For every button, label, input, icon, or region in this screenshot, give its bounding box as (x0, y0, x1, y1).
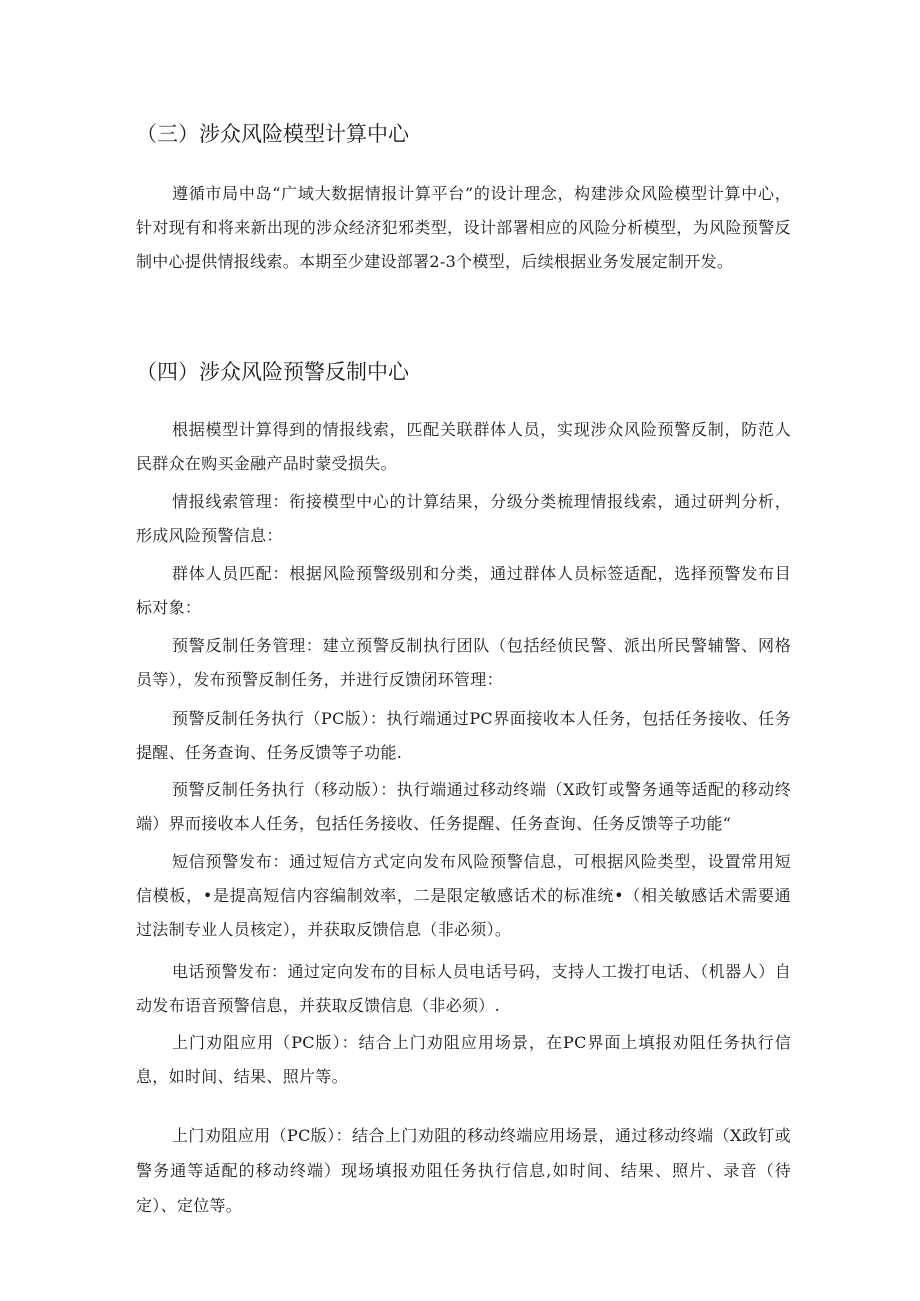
paragraph-task-execution-pc: 预警反制任务执行（PC版）：执行端通过PC界面接收本人任务，包括任务接收、任务提醒、任务查询、任务反馈等子功能. (136, 709, 791, 762)
paragraph-door-visit-pc: 上门劝阻应用（PC版）：结合上门劝阻应用场景，在PC界面上填报劝阻任务执行信息，如时间、结果、照片等。 (136, 1033, 791, 1086)
paragraph-task-execution-mobile: 预警反制任务执行（移动版）：执行端通过移动终端（X政钉或警务通等适配的移动终端）界而接收本人任务，包括任务接收、任务提醒、任务查询、任务反馈等子功能“ (136, 780, 791, 833)
paragraph-phone-warning: 电话预警发布：通过定向发布的目标人员电话号码，支持人工拨打电话、（机器人）自动发布语音预警信息，并获取反馈信息（非必须）. (136, 962, 791, 1015)
section-3-heading: （三）涉众风险模型计算中心 (136, 122, 409, 146)
paragraph-intel-clue-management: 情报线索管理：衔接模型中心的计算结果，分级分类梳理情报线索，通过研判分析，形成风险预警信息： (136, 492, 791, 545)
section-3-paragraph-1: 遵循市局中岛“广域大数据情报计算平台”的设计理念，构建涉众风险模型计算中心，针对现有和将来新出现的涉众经济犯邪类型，设计部署相应的风险分析模型，为风险预警反制中心提供情报线索。本期至少建设部署2-3个模型，后续根据业务发展定制开发。 (136, 184, 791, 271)
paragraph-task-management: 预警反制任务管理：建立预警反制执行团队（包括经侦民警、派出所民警辅警、网格员等），发布预警反制任务，并进行反馈闭环管理： (136, 636, 791, 689)
section-4-paragraph-intro: 根据模型计算得到的情报线索，匹配关联群体人员，实现涉众风险预警反制，防范人民群众在购买金融产品时蒙受损失。 (136, 420, 791, 473)
paragraph-group-matching: 群体人员匹配：根据风险预警级别和分类，通过群体人员标签适配，选择预警发布目标对象： (136, 564, 791, 617)
section-4-heading: （四）涉众风险预警反制中心 (136, 360, 409, 384)
paragraph-door-visit-mobile: 上门劝阻应用（PC版）：结合上门劝阻的移动终端应用场景，通过移动终端（X政钉或警务通等适配的移动终端）现场填报劝阻任务执行信息,如时间、结果、照片、录音（待定）、定位等。 (136, 1126, 791, 1215)
paragraph-sms-warning: 短信预警发布：通过短信方式定向发布风险预警信息，可根据风险类型，设置常用短信模板，•是提高短信内容编制效率，二是限定敏感话术的标准统•（相关敏感话术需要通过法制专业人员核定），并获取反馈信息（非必须）。 (136, 852, 791, 939)
